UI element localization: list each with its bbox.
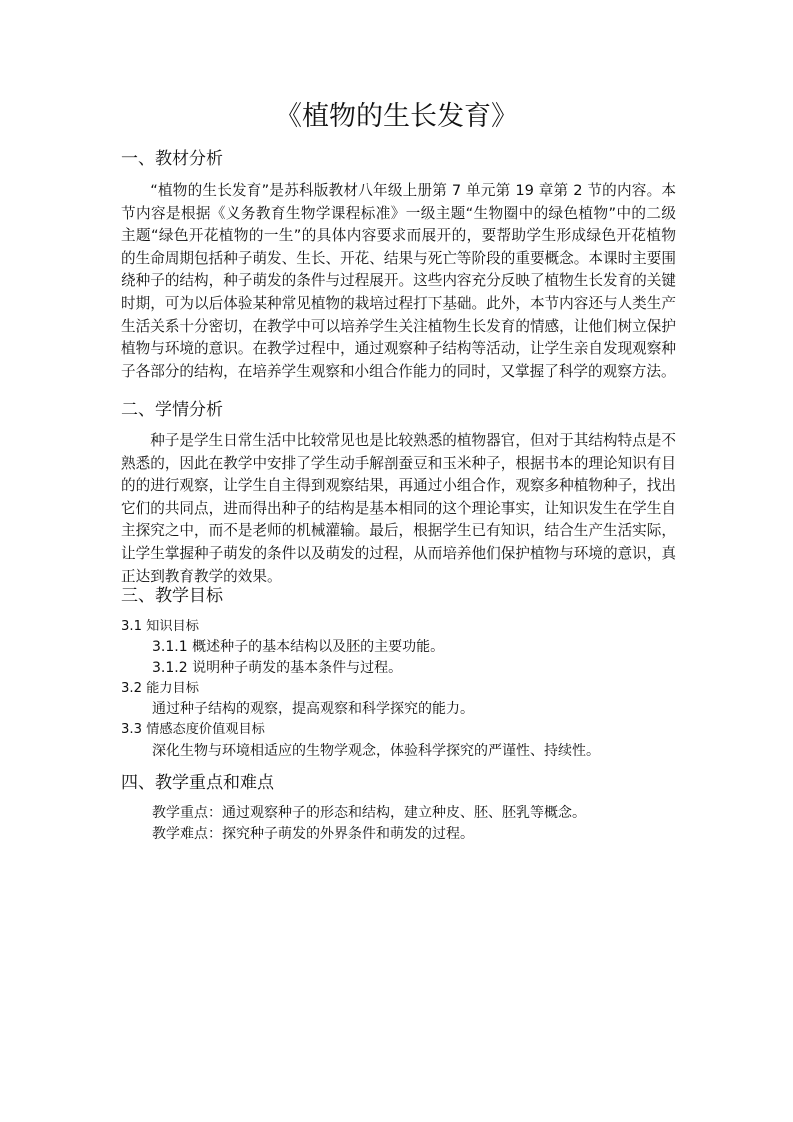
ability-goal-label: 3.2 能力目标 (121, 681, 199, 696)
knowledge-goal-label: 3.1 知识目标 (121, 619, 199, 634)
teaching-key-point: 教学重点：通过观察种子的形态和结构，建立种皮、胚、胚乳等概念。 (152, 805, 586, 821)
section-heading-textbook-analysis: 一、教材分析 (121, 149, 223, 169)
textbook-analysis-paragraph: “植物的生长发育”是苏科版教材八年级上册第 7 单元第 19 章第 2 节的内容。本节内容是根据《义务教育生物学课程标准》一级主题“生物圈中的绿色植物”中的二级主题“绿色开花植物的一生”的具体内容要求而展开的，要帮助学生形成绿色开花植物的生命周期包括种子萌发、生长、开花、结果与死亡等阶段的重要概念。本课时主要围绕种子的结构，种子萌发的条件与过程展开。这些内容充分反映了植物生长发育的关键时期，可为以后体验某种常见植物的栽培过程打下基础。此外，本节内容还与人类生产生活关系十分密切，在教学中可以培养学生关注植物生长发育的情感，让他们树立保护植物与环境的意识。在教学过程中，通过观察种子结构等活动，让学生亲自发现观察种子各部分的结构，在培养学生观察和小组合作能力的同时，又掌握了科学的观察方法。 (121, 182, 676, 380)
section-heading-teaching-goals: 三、教学目标 (121, 586, 223, 606)
document-title: 《植物的生长发育》 (275, 101, 518, 132)
ability-goal-item: 通过种子结构的观察，提高观察和科学探究的能力。 (152, 701, 474, 717)
knowledge-goal-item-2: 3.1.2 说明种子萌发的基本条件与过程。 (152, 660, 403, 676)
emotion-goal-label: 3.3 情感态度价值观目标 (121, 722, 265, 737)
knowledge-goal-item-1: 3.1.1 概述种子的基本结构以及胚的主要功能。 (152, 639, 445, 655)
teaching-difficulty: 教学难点：探究种子萌发的外界条件和萌发的过程。 (152, 826, 474, 842)
section-heading-student-analysis: 二、学情分析 (121, 400, 223, 420)
section-heading-key-points: 四、教学重点和难点 (121, 773, 274, 793)
emotion-goal-item: 深化生物与环境相适应的生物学观念，体验科学探究的严谨性、持续性。 (152, 743, 600, 759)
student-analysis-paragraph: 种子是学生日常生活中比较常见也是比较熟悉的植物器官，但对于其结构特点是不熟悉的，因此在教学中安排了学生动手解剖蚕豆和玉米种子，根据书本的理论知识有目的的进行观察，让学生自主得到观察结果，再通过小组合作，观察多种植物种子，找出它们的共同点，进而得出种子的结构是基本相同的这个理论事实，让知识发生在学生自主探究之中，而不是老师的机械灌输。最后，根据学生已有知识，结合生产生活实际，让学生掌握种子萌发的条件以及萌发的过程，从而培养他们保护植物与环境的意识，真正达到教育教学的效果。 (121, 432, 676, 585)
